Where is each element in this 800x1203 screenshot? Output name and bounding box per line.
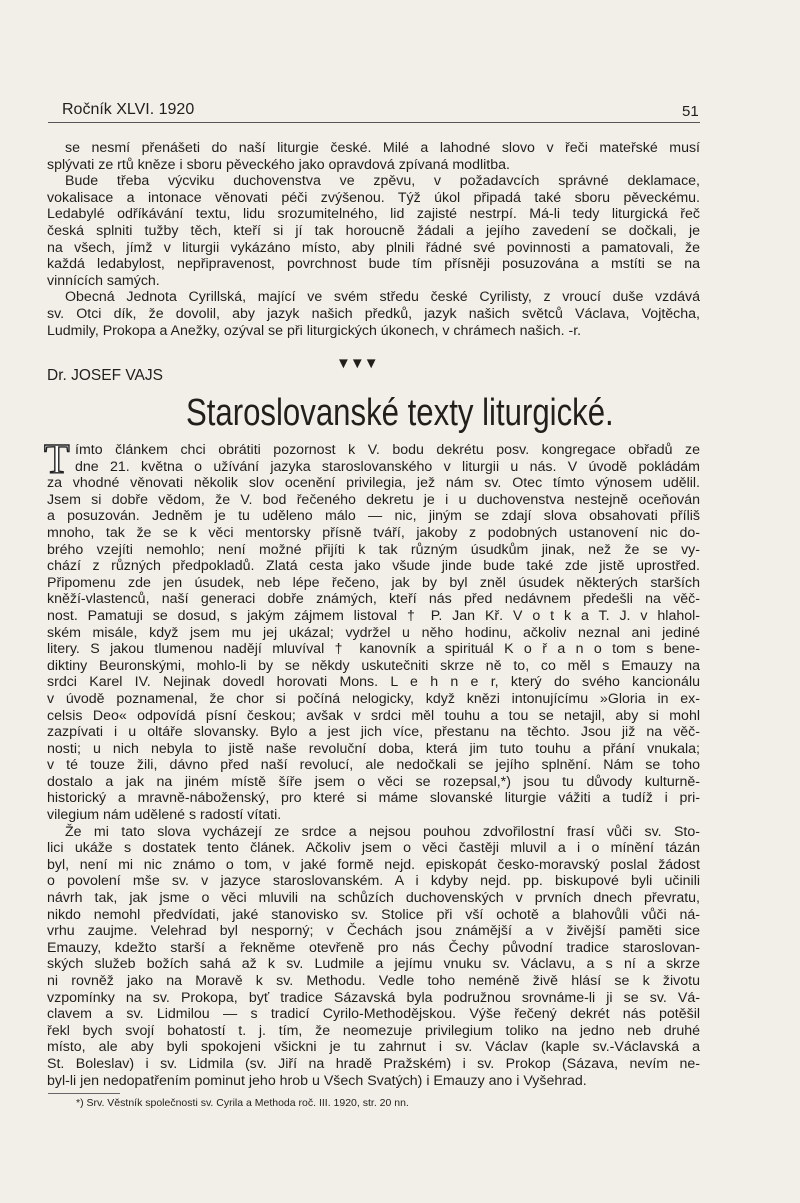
page-number: 51 — [682, 103, 699, 120]
text-line: se nesmí přenášeti do naší liturgie české. Milé a lahodné slovo v řeči mateřské musí — [65, 140, 700, 156]
text-line: česká splniti tužby těch, kteří si jí tak horoucně žádali a jejího zavedení se dočkali, je — [47, 222, 700, 239]
footnote-rule — [48, 1093, 120, 1094]
text-line: každá ledabylost, nepřipravenost, povrchnost bude tím přísněji posuzována a mstíti se na — [47, 256, 700, 273]
text-line: byl-li jen nedopatřením pominut jeho hrob u Všech Svatých) i Emauzy ano i Vyšehrad. — [47, 1072, 587, 1089]
text-line: řekl bych svojí bohatostí t. j. tím, že neomezuje privilegium toliko na jedno neb druhé — [47, 1022, 700, 1039]
text-line: litery. S jakou tlumenou nadějí mluvíval † kanovník a spirituál K o ř a n o tom s bene- — [47, 641, 700, 658]
text-line: vrhu zaujme. Velehrad byl nesporný; v Čechách jsou známější a v živější paměti sice — [47, 923, 700, 940]
text-line: vilegium nám udělené s radostí vítati. — [47, 807, 282, 824]
drop-cap: T — [44, 437, 70, 483]
text-line: Připomenu zde jen úsudek, neb lépe řečeno, jak by byl zněl úsudek některých starších — [47, 574, 700, 591]
text-line: brého vzejíti nemohlo; není možné přijíti k tak různým úsudkům jinak, než že se vy- — [47, 541, 700, 558]
text-line: Obecná Jednota Cyrillská, mající ve svém středu české Cyrilisty, z vroucí duše vzdává — [65, 289, 700, 306]
text-line: Emauzy, kdežto starší a řekněme otevřeně pro nás Čechy původní tradice staroslovan- — [47, 939, 700, 956]
section-separator: ▼▼▼ — [336, 355, 378, 372]
text-line: v té touze žili, dávno před naší revolucí, ale nedočkali se jejího splnění. Nám se toho — [47, 757, 700, 774]
text-line: celsis Deo« odpovídá písní českou; avšak v srdci měl touhu a tou se netajil, aby si mohl — [47, 707, 700, 724]
article-author: Dr. JOSEF VAJS — [47, 367, 163, 384]
text-line: historický a mravně-náboženský, pro které si máme slovanské liturgie vážiti a tudíž i pri- — [47, 790, 700, 807]
text-line: chází z různých předpokladů. Zlatá cesta jako všude jinde bude také zde jistě uprostřed. — [47, 558, 700, 575]
header-rule — [48, 122, 700, 123]
text-line: byl, není mi nic známo o tom, v jaké formě nejd. episkopát česko-moravský poslal žádost — [47, 856, 700, 873]
text-line: vinnících samých. — [47, 272, 160, 289]
text-line: Ludmily, Prokopa a Anežky, ozýval se při liturgických úkonech, v chrámech našich. -r. — [47, 322, 582, 339]
article-title-text: Staroslovanské texty liturgické. — [186, 392, 614, 434]
text-line: lici ukáže s dostatek tento článek. Ačkoliv jsem o věci častěji mluvil a i o mínění tázán — [47, 840, 700, 857]
text-line: za vhodné věnovati několik slov ocenění privilegia, jež nám sv. Otec tímto výnosem udělil. — [47, 475, 700, 492]
intro-text — [47, 140, 700, 339]
text-line: vokalisace a intonace věnovati péči zvýšenou. Týž úkol připadá také sboru pěveckému. — [47, 189, 700, 206]
text-line: ni rovněž jako na Moravě k sv. Methodu. Vedle toho neméně živě hlásí se k životu — [47, 973, 700, 989]
text-line: o povolení mše sv. v jazyce staroslovanském. A i kdyby nejd. pp. biskupové byli učinili — [47, 873, 700, 890]
text-line: sv. Otci dík, že dovolil, aby jazyk našich předků, jazyk našich světců Václava, Vojtěcha, — [47, 305, 700, 322]
text-line: mnoho, tak že se k věci mentorsky přísně tváří, jakoby z podobných ustanovení nic do- — [47, 524, 700, 541]
text-line: St. Boleslav) i sv. Lidmila (sv. Jiří na hradě Pražském) i sv. Prokop (Sázava, nevím ne- — [47, 1055, 700, 1072]
text-line: zazpívati i u oltáře slovansky. Bylo a jest jich více, přestanu na těchto. Jsou již na věč- — [47, 724, 700, 741]
text-line: v úvodě poznamenal, že chor si počíná nelogicky, když knězi intonujícímu »Gloria in ex- — [47, 690, 700, 707]
text-line: ímto článkem chci obrátiti pozornost k V. bodu dekrétu posv. kongregace obřadů ze — [75, 442, 700, 458]
text-line: ských služeb božích sahá až k sv. Ludmile a jejímu vnuku sv. Václavu, a s ní a skrze — [47, 956, 700, 973]
text-line: vzpomínky na sv. Prokopa, byť tradice Sázavská byla podružnou srovnáme-li ji se sv. Vá- — [47, 989, 700, 1006]
text-line: clavem a sv. Lidmilou — s tradicí Cyrilo-Methodějskou. Výše řečený dekrét nás potěšil — [47, 1006, 700, 1023]
text-line: dne 21. května o užívání jazyka staroslovanského v liturgii u nás. V úvodě pokládám — [75, 458, 700, 475]
text-line: kněží-vlastenců, naší generaci dobře známých, kteří nás před nedávnem předešli na věč- — [47, 591, 700, 608]
text-line: diktiny Beuronskými, mohlo-li by se někdy uskutečniti skrze ně to, co měl s Emauzy na — [47, 657, 700, 674]
text-line: návrh tak, jak jsme o věci mluvili na schůzích duchovenských v prvních dnech převratu, — [47, 890, 700, 907]
text-line: dostalo a jak na jiném místě šíře jsem o věci se rozepsal,*) jsou tu důvody kulturně- — [47, 773, 700, 790]
text-line: ském misále, když jsem mu jej ukázal; vydržel u něho hodinu, ačkoliv neznal ani jediné — [47, 624, 700, 641]
text-line: Bude třeba výcviku duchovenstva ve zpěvu, v požadavcích správné deklamace, — [65, 173, 700, 190]
text-line: srdci Karel IV. Nejinak dovedl horovati Mons. L e h n e r, který do svého kancionálu — [47, 674, 700, 691]
text-line: místo, ale aby byli spokojeni všickni je tu zahrnut i sv. Václav (kaple sv.-Václavská a — [47, 1039, 700, 1056]
article-title — [0, 392, 800, 435]
text-line: Že mi tato slova vycházejí ze srdce a nejsou pouhou zdvořilostní frasí vůči sv. Sto- — [65, 823, 700, 840]
text-line: nost. Pamatuji se dosud, s jakým zájmem listoval † P. Jan Kř. V o t k a T. J. v hlahol- — [47, 607, 700, 624]
text-line: Jsem si dobře vědom, že V. bod řečeného dekretu je i u duchovenstva nestejně oceňován — [47, 491, 700, 508]
article-body — [47, 442, 700, 1089]
footnote: *) Srv. Věstník společnosti sv. Cyrila a Methoda roč. III. 1920, str. 20 nn. — [76, 1097, 409, 1109]
text-line: nosti; u nich nebyla to jistě naše revoluční doba, která jim tuto touhu a přání vnukala; — [47, 740, 700, 757]
text-line: Ledabylé odříkávání textu, lidu srozumitelného, lid zajisté nestrpí. Má-li tedy liturgická řeč — [47, 206, 700, 223]
text-line: na všech, jímž v liturgii vykázáno místo, aby plnili řádné své povinnosti a pamatovali, že — [47, 239, 700, 256]
text-line: a posuzován. Jedněm je tu uděleno málo — nic, jiným se zdají slova obsahovati příliš — [47, 508, 700, 525]
text-line: splývati ze rtů kněze i sboru pěveckého jako opravdová zpívaná modlitba. — [47, 156, 510, 173]
running-header: Ročník XLVI. 1920 — [62, 101, 195, 118]
text-line: nikdo nemohl předvídati, jaké stanovisko sv. Stolice při vší ochotě a blahovůli vůči ná- — [47, 906, 700, 923]
